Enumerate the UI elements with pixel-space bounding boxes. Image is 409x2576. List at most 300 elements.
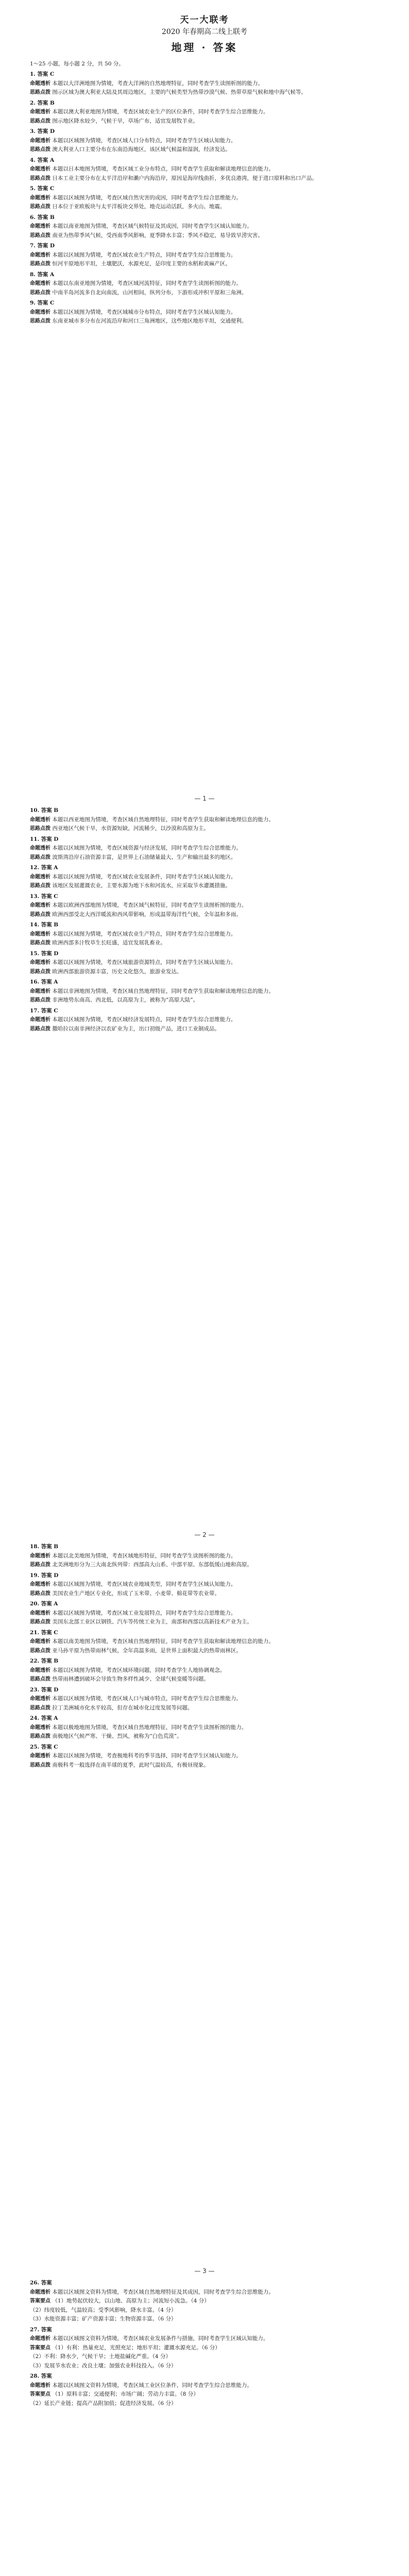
- question-answer: 答案 D: [41, 1572, 59, 1579]
- explanation-text: 本题以区域图为情境，考查区域农业生产特点，同时考查学生综合思维能力。: [52, 251, 236, 258]
- answer-explanation-row: [30, 2352, 379, 2362]
- answer-item-head: [30, 70, 379, 79]
- answer-explanation-row: [30, 1694, 379, 1704]
- explanation-text: 日本位于亚欧板块与太平洋板块交界处，地壳运动活跃，多火山、地震。: [52, 204, 226, 210]
- answer-item-head: [30, 1571, 379, 1581]
- question-number: 11.: [30, 836, 40, 842]
- explanation-text: 本题以区域图为情境，考查区域经济发展特点，同时考查学生综合思维能力。: [52, 1016, 236, 1023]
- explanation-tag: 命题透析: [30, 281, 50, 286]
- answer-explanation-row: [30, 939, 379, 948]
- explanation-text: 本题以区域图文资料为情境，考查区域工业区位条件，同时考查学生综合思维能力。: [52, 2382, 252, 2388]
- explanation-tag: 命题透析: [30, 988, 50, 994]
- explanation-text: 北美洲地形分为三大南北纵列带：西部高大山系、中部平原、东部低缓山地和高原。: [52, 1562, 252, 1568]
- question-answer: 答案 D: [37, 243, 55, 249]
- answer-explanation-row: [30, 202, 379, 212]
- answer-item-head: [30, 892, 379, 902]
- explanation-tag: 命题透析: [30, 817, 50, 823]
- question-number: 10.: [30, 807, 40, 814]
- answer-item: [30, 1629, 379, 1656]
- header-subject: 地理 · 答案: [171, 41, 238, 54]
- answer-item-head: [30, 1629, 379, 1638]
- answer-item-head: [30, 213, 379, 223]
- explanation-text: 欧洲西部旅游资源丰富，历史文化悠久，旅游业发达。: [52, 968, 182, 975]
- explanation-text: 本题以区域图为情境，考查区域城市分布特点，同时考查学生区域认知能力。: [52, 309, 236, 315]
- explanation-text: 本题以非洲地图为情境，考查区域自然地理特征，同时考查学生获取和解读地理信息的能力。: [52, 988, 274, 994]
- explanation-tag: 命题透析: [30, 2289, 50, 2295]
- explanation-text: 该地区发展灌溉农业，主要水源为地下水和河流水，应采取节水灌溉措施。: [52, 883, 231, 889]
- answer-item-head: [30, 242, 379, 251]
- answer-explanation-row: [30, 1609, 379, 1618]
- answer-explanation-row: [30, 1637, 379, 1647]
- question-number: 22.: [30, 1658, 40, 1664]
- answer-item: [30, 1571, 379, 1599]
- answer-explanation-row: [30, 853, 379, 862]
- answer-explanation-row: [30, 1704, 379, 1713]
- answers-content: [30, 69, 379, 2576]
- answer-item-head: [30, 156, 379, 165]
- answer-explanation-row: [30, 1561, 379, 1570]
- document-header: [30, 14, 379, 55]
- answer-explanation-row: [30, 79, 379, 89]
- question-answer: 答案 D: [41, 950, 59, 957]
- explanation-text: 热带雨林遭到破坏会导致生物多样性减少、全球气候变暖等问题。: [52, 1676, 209, 1682]
- explanation-tag: 思路点拨: [30, 911, 50, 918]
- explanation-tag: 答案要点: [30, 2392, 50, 2397]
- question-number: 9.: [30, 300, 36, 306]
- answer-item-head: [30, 950, 379, 959]
- explanation-text: （3）水能资源丰富；矿产资源丰富；生物资源丰富。（6 分）: [30, 2316, 177, 2322]
- answer-item-head: [30, 978, 379, 987]
- answer-explanation-row: [30, 1580, 379, 1589]
- answer-explanation-row: [30, 260, 379, 269]
- question-number: 5.: [30, 185, 36, 192]
- explanation-tag: 思路点拨: [30, 969, 50, 975]
- explanation-text: 恒河平原地形平坦，土壤肥沃，水源充足，是印度主要的水稻和黄麻产区。: [52, 261, 231, 267]
- answer-explanation-row: [30, 2288, 379, 2297]
- explanation-tag: 思路点拨: [30, 854, 50, 860]
- explanation-text: 本题以极地地图为情境，考查区域自然地理特征，同时考查学生读图析图的能力。: [52, 1724, 247, 1731]
- explanation-text: 本题以区域图为情境，考查区域自然灾害的成因，同时考查学生综合思维能力。: [52, 194, 242, 201]
- question-answer: 答案 C: [41, 1007, 58, 1014]
- explanation-tag: 命题透析: [30, 874, 50, 880]
- explanation-tag: 命题透析: [30, 960, 50, 965]
- answer-item: [30, 835, 379, 862]
- explanation-text: 本题以区域图为情境，考查区域环境问题，同时考查学生人地协调观念。: [52, 1667, 226, 1673]
- explanation-text: （1）有利：热量充足，光照充足；地形平坦；灌溉水源充足。（6 分）: [52, 2344, 220, 2351]
- answer-item-head: [30, 184, 379, 194]
- answer-explanation-row: [30, 816, 379, 825]
- explanation-text: 亚马孙平原为热带雨林气候，全年高温多雨，是世界上面积最大的热带雨林区。: [52, 1647, 242, 1654]
- question-number: 6.: [30, 214, 36, 221]
- answer-explanation-row: [30, 251, 379, 260]
- answer-explanation-row: [30, 987, 379, 996]
- answer-item-head: [30, 2326, 379, 2335]
- answer-explanation-row: [30, 137, 379, 146]
- answer-explanation-row: [30, 996, 379, 1005]
- explanation-text: 东南亚城市多分布在河流沿岸和河口三角洲地区，这些地区地形平坦，交通便利。: [52, 318, 247, 324]
- explanation-text: （1）原料丰富；交通便利；市场广阔；劳动力丰富。（8 分）: [52, 2391, 199, 2397]
- question-answer: 答案 C: [37, 185, 55, 192]
- explanation-text: 欧洲西部多汁牧草生长旺盛，适宜发展乳畜业。: [52, 940, 166, 946]
- explanation-text: （3）发展节水农业；改良土壤；加强农业科技投入。（6 分）: [30, 2362, 177, 2369]
- answer-explanation-row: [30, 2381, 379, 2391]
- answer-item-head: [30, 1600, 379, 1609]
- question-number: 17.: [30, 1007, 40, 1014]
- answer-item-head: [30, 270, 379, 280]
- explanation-tag: 命题透析: [30, 845, 50, 851]
- explanation-tag: 命题透析: [30, 2382, 50, 2388]
- answer-item: [30, 863, 379, 891]
- explanation-text: 欧洲西部受北大西洋暖流和西风带影响，形成温带海洋性气候，全年温和多雨。: [52, 911, 242, 918]
- question-answer: 答案: [41, 2373, 52, 2379]
- answer-item: [30, 70, 379, 97]
- explanation-text: 本题以区域图为情境，考查区域农业发展条件，同时考查学生区域认知能力。: [52, 873, 236, 880]
- answer-explanation-row: [30, 1675, 379, 1684]
- explanation-text: 本题以欧洲西部地图为情境，考查区域气候特征，同时考查学生读图析图的能力。: [52, 902, 247, 908]
- explanation-text: 本题以区域图为情境，考查区域人口与城市特点，同时考查学生综合思维能力。: [52, 1696, 242, 1702]
- answer-explanation-row: [30, 117, 379, 126]
- explanation-text: 西亚地区气候干旱，水资源短缺，河流稀少，以沙漠和高原为主。: [52, 825, 209, 832]
- question-answer: 答案 C: [41, 1629, 58, 1636]
- explanation-text: 拉丁美洲城市化水平较高，但存在城市化过度发展等问题。: [52, 1704, 193, 1711]
- explanation-tag: 命题透析: [30, 1553, 50, 1559]
- answer-section: [30, 805, 379, 1529]
- answer-item-head: [30, 863, 379, 873]
- answer-item-head: [30, 99, 379, 108]
- explanation-tag: 命题透析: [30, 1610, 50, 1616]
- answer-item: [30, 156, 379, 183]
- answer-item: [30, 242, 379, 269]
- answer-item-head: [30, 1543, 379, 1552]
- explanation-text: 本题以南美地图为情境，考查区域自然地理特征，同时考查学生获取和解读地理信息的能力。: [52, 1638, 274, 1645]
- explanation-tag: 命题透析: [30, 195, 50, 201]
- answer-explanation-row: [30, 1761, 379, 1770]
- answer-explanation-row: [30, 2334, 379, 2344]
- answer-explanation-row: [30, 194, 379, 203]
- question-answer: 答案 D: [41, 836, 59, 842]
- page-number: — 1 —: [194, 795, 215, 802]
- answer-explanation-row: [30, 968, 379, 977]
- explanation-text: 本题以日本地图为情境，考查区域工业分布特点，同时考查学生获取和解读地理信息的能力。: [52, 166, 274, 172]
- question-answer: 答案 B: [41, 922, 59, 928]
- explanation-tag: 思路点拨: [30, 997, 50, 1003]
- explanation-tag: 思路点拨: [30, 204, 50, 210]
- question-answer: 答案 B: [37, 214, 55, 221]
- explanation-tag: 思路点拨: [30, 883, 50, 889]
- header-organizer: 天一大联考: [180, 15, 229, 25]
- explanation-text: 南极科考一般选择在南半球的夏季，此时气温较高，有极昼现象。: [52, 1761, 209, 1768]
- explanation-text: 图示区域为澳大利亚大陆及其周边地区，主要的气候类型为热带沙漠气候、热带草原气候和地中海气候等。: [52, 89, 306, 95]
- explanation-tag: 思路点拨: [30, 290, 50, 296]
- question-answer: 答案 C: [37, 71, 55, 77]
- explanation-tag: 思路点拨: [30, 90, 50, 95]
- question-answer: 答案 A: [37, 271, 55, 278]
- explanation-text: 本题以区域图为情境，考查区域人口分布特点，同时考查学生区域认知能力。: [52, 137, 236, 144]
- explanation-text: 图示地区降水较少，气候干旱，草场广布，适宜发展牧羊业。: [52, 117, 198, 124]
- answer-explanation-row: [30, 289, 379, 298]
- answer-item-head: [30, 299, 379, 308]
- answer-item: [30, 806, 379, 834]
- explanation-tag: 思路点拨: [30, 1590, 50, 1597]
- answer-item: [30, 2372, 379, 2408]
- answer-item: [30, 1600, 379, 1627]
- explanation-text: 撒哈拉以南非洲经济以农矿业为主，出口初级产品，进口工业制成品。: [52, 1025, 220, 1032]
- answer-explanation-row: [30, 901, 379, 910]
- explanation-text: 本题以大洋洲地图为情境，考查大洋洲的自然地理特征，同时考查学生读图析图的能力。: [52, 80, 263, 87]
- answer-explanation-row: [30, 2390, 379, 2399]
- answer-explanation-row: [30, 882, 379, 891]
- question-number: 16.: [30, 979, 40, 985]
- explanation-tag: 命题透析: [30, 1753, 50, 1759]
- explanation-text: 美国农业生产地区专业化，形成了玉米带、小麦带、棉花带等农业带。: [52, 1590, 220, 1597]
- explanation-tag: 思路点拨: [30, 261, 50, 267]
- question-answer: 答案 B: [41, 1658, 59, 1664]
- explanation-text: 南亚为热带季风气候，受西南季风影响，夏季降水丰富；季风不稳定，易导致旱涝灾害。: [52, 232, 263, 239]
- question-number: 21.: [30, 1629, 40, 1636]
- explanation-text: 本题以区域图为情境，考查区域农业地域类型，同时考查学生区域认知能力。: [52, 1581, 236, 1587]
- question-answer: 答案 D: [37, 128, 55, 134]
- answer-item: [30, 978, 379, 1005]
- question-number: 28.: [30, 2373, 40, 2379]
- explanation-text: 本题以西亚地图为情境，考查区域自然地理特征，同时考查学生获取和解读地理信息的能力。: [52, 816, 274, 823]
- question-number: 19.: [30, 1572, 40, 1579]
- answer-explanation-row: [30, 1752, 379, 1761]
- explanation-text: （2）延长产业链；提高产品附加值；促进经济发展。（6 分）: [30, 2400, 177, 2406]
- answer-item-head: [30, 1686, 379, 1695]
- explanation-tag: 思路点拨: [30, 1705, 50, 1711]
- answer-explanation-row: [30, 824, 379, 834]
- explanation-text: 本题以区域图文资料为情境，考查区域自然地理特征及其成因，同时考查学生综合思维能力。: [52, 2289, 274, 2295]
- answer-item-head: [30, 2279, 379, 2288]
- question-answer: 答案 C: [37, 300, 55, 306]
- answer-explanation-row: [30, 1618, 379, 1627]
- answer-explanation-row: [30, 108, 379, 117]
- answer-explanation-row: [30, 2344, 379, 2353]
- answer-item-head: [30, 835, 379, 844]
- question-answer: 答案 C: [41, 893, 58, 900]
- question-number: 12.: [30, 865, 40, 871]
- answer-explanation-row: [30, 1552, 379, 1561]
- explanation-text: （1）地势起伏较大，以山地、高原为主；河流短小流急。（4 分）: [52, 2298, 210, 2304]
- explanation-text: 本题以东南亚地图为情境，考查区域河流特征，同时考查学生读图析图的能力。: [52, 280, 242, 286]
- answer-explanation-row: [30, 308, 379, 317]
- page-number: — 2 —: [194, 1531, 215, 1538]
- explanation-text: 本题以区域图为情境，考查区域资源与经济发展，同时考查学生综合思维能力。: [52, 845, 242, 851]
- explanation-tag: 思路点拨: [30, 1619, 50, 1625]
- explanation-tag: 思路点拨: [30, 175, 50, 181]
- explanation-tag: 命题透析: [30, 931, 50, 937]
- answer-explanation-row: [30, 1025, 379, 1034]
- answer-explanation-row: [30, 145, 379, 155]
- explanation-text: 非洲地势东南高、西北低，以高原为主，被称为“高原大陆”。: [52, 997, 199, 1003]
- answer-item: [30, 921, 379, 948]
- question-number: 23.: [30, 1686, 40, 1693]
- question-answer: 答案 B: [37, 99, 55, 106]
- explanation-tag: 命题透析: [30, 80, 50, 87]
- question-number: 27.: [30, 2326, 40, 2333]
- explanation-text: （2）不利：降水少，气候干旱；土地盐碱化严重。（4 分）: [30, 2353, 171, 2360]
- answer-explanation-row: [30, 910, 379, 920]
- explanation-tag: 思路点拨: [30, 1676, 50, 1682]
- answer-explanation-row: [30, 2306, 379, 2315]
- answer-item: [30, 2326, 379, 2371]
- answer-item: [30, 1657, 379, 1684]
- explanation-tag: 思路点拨: [30, 318, 50, 324]
- explanation-tag: 命题透析: [30, 138, 50, 144]
- answer-explanation-row: [30, 279, 379, 289]
- answer-item: [30, 892, 379, 920]
- question-number: 3.: [30, 128, 36, 134]
- answer-explanation-row: [30, 231, 379, 241]
- answer-explanation-row: [30, 2297, 379, 2306]
- explanation-tag: 命题透析: [30, 1017, 50, 1023]
- answer-item: [30, 184, 379, 212]
- answer-explanation-row: [30, 2315, 379, 2324]
- answer-explanation-row: [30, 174, 379, 183]
- answer-item: [30, 1743, 379, 1770]
- answer-section: [30, 69, 379, 792]
- question-number: 2.: [30, 99, 36, 106]
- answer-item: [30, 1543, 379, 1570]
- explanation-tag: 思路点拨: [30, 1562, 50, 1568]
- answer-explanation-row: [30, 1732, 379, 1741]
- answer-explanation-row: [30, 1015, 379, 1025]
- explanation-text: 本题以区域图为情境，考查极地科考的季节选择，同时考查学生区域认知能力。: [52, 1753, 242, 1759]
- explanation-text: 本题以区域图为情境，考查区域农业生产特点，同时考查学生综合思维能力。: [52, 930, 236, 937]
- explanation-tag: 思路点拨: [30, 940, 50, 946]
- answer-explanation-row: [30, 88, 379, 97]
- answer-explanation-row: [30, 317, 379, 326]
- question-answer: 答案 B: [41, 807, 59, 814]
- question-number: 4.: [30, 157, 36, 163]
- answer-item-head: [30, 1743, 379, 1752]
- question-number: 15.: [30, 950, 40, 957]
- answer-item-head: [30, 127, 379, 137]
- explanation-tag: 命题透析: [30, 1724, 50, 1731]
- question-number: 26.: [30, 2280, 40, 2286]
- question-answer: 答案 A: [41, 979, 58, 985]
- explanation-tag: 命题透析: [30, 109, 50, 115]
- answer-section: [30, 1541, 379, 2265]
- question-answer: 答案: [41, 2280, 52, 2286]
- explanation-text: 本题以北美地图为情境，考查区域地形特征，同时考查学生读图析图的能力。: [52, 1552, 236, 1559]
- question-number: 18.: [30, 1544, 40, 1550]
- explanation-tag: 思路点拨: [30, 232, 50, 239]
- answer-explanation-row: [30, 2362, 379, 2371]
- explanation-tag: 思路点拨: [30, 118, 50, 124]
- question-number: 20.: [30, 1601, 40, 1607]
- explanation-text: 本题以区域图文资料为情境，考查区域农业发展条件与措施，同时考查学生区域认知能力。: [52, 2335, 269, 2342]
- explanation-tag: 命题透析: [30, 224, 50, 229]
- explanation-tag: 思路点拨: [30, 147, 50, 152]
- explanation-tag: 思路点拨: [30, 1648, 50, 1654]
- explanation-text: 本题以区域图为情境，考查区域旅游资源特点，同时考查学生区域认知能力。: [52, 959, 236, 965]
- answer-item-head: [30, 1007, 379, 1016]
- answer-explanation-row: [30, 873, 379, 882]
- answer-explanation-row: [30, 1589, 379, 1599]
- question-number: 1.: [30, 71, 36, 77]
- answer-item: [30, 1007, 379, 1034]
- explanation-text: 南极地区气候严寒、干燥、烈风，被称为“白色荒漠”。: [52, 1733, 182, 1739]
- explanation-text: 中南半岛河流多自北向南流，山河相间，纵列分布，下游形成冲积平原和三角洲。: [52, 289, 247, 296]
- question-answer: 答案: [41, 2326, 52, 2333]
- question-number: 25.: [30, 1743, 40, 1750]
- question-answer: 答案 A: [37, 157, 55, 163]
- explanation-tag: 命题透析: [30, 903, 50, 908]
- explanation-tag: 答案要点: [30, 2298, 50, 2304]
- explanation-text: 日本工业主要分布在太平洋沿岸和濑户内海沿岸，原因是海岸线曲折，多优良港湾，便于进口原料和出口产品。: [52, 175, 317, 181]
- answer-item: [30, 2279, 379, 2324]
- answer-item: [30, 1686, 379, 1713]
- explanation-tag: 答案要点: [30, 2345, 50, 2351]
- answer-item: [30, 950, 379, 977]
- answer-explanation-row: [30, 2399, 379, 2409]
- answer-explanation-row: [30, 165, 379, 174]
- answer-item: [30, 213, 379, 241]
- explanation-tag: 思路点拨: [30, 1734, 50, 1739]
- question-number: 8.: [30, 271, 36, 278]
- question-number: 14.: [30, 922, 40, 928]
- answer-item-head: [30, 806, 379, 816]
- question-answer: 答案 D: [41, 1686, 59, 1693]
- answer-item-head: [30, 1657, 379, 1666]
- answer-item: [30, 270, 379, 298]
- answer-explanation-row: [30, 1666, 379, 1675]
- explanation-text: 澳大利亚人口主要分布在东南沿海地区，该区域气候温和湿润，经济发达。: [52, 146, 231, 152]
- explanation-tag: 思路点拨: [30, 826, 50, 832]
- explanation-text: 本题以区域图为情境，考查区域工业发展特点，同时考查学生综合思维能力。: [52, 1609, 236, 1616]
- explanation-text: 本题以澳大利亚地图为情境，考查区域农业生产的区位条件，同时考查学生综合思维能力。: [52, 109, 269, 115]
- answer-explanation-row: [30, 1723, 379, 1733]
- explanation-tag: 命题透析: [30, 166, 50, 172]
- answer-explanation-row: [30, 930, 379, 939]
- explanation-tag: 命题透析: [30, 2336, 50, 2342]
- answer-item-head: [30, 1714, 379, 1723]
- answer-explanation-row: [30, 222, 379, 231]
- explanation-tag: 命题透析: [30, 252, 50, 258]
- explanation-tag: 命题透析: [30, 1696, 50, 1702]
- answer-explanation-row: [30, 844, 379, 853]
- scoring-intro: 1～25 小题，每小题 2 分，共 50 分。: [30, 61, 124, 67]
- answer-item: [30, 127, 379, 155]
- explanation-tag: 命题透析: [30, 1582, 50, 1587]
- answer-item: [30, 99, 379, 126]
- question-answer: 答案 A: [41, 1601, 58, 1607]
- explanation-tag: 命题透析: [30, 1639, 50, 1645]
- question-number: 7.: [30, 243, 36, 249]
- explanation-tag: 思路点拨: [30, 1026, 50, 1032]
- explanation-text: 波斯湾沿岸石油资源丰富，是世界上石油储量最大、生产和输出最多的地区。: [52, 854, 236, 860]
- question-number: 13.: [30, 893, 40, 900]
- answer-item: [30, 1714, 379, 1741]
- answer-section: [30, 2277, 379, 2576]
- answer-explanation-row: [30, 1647, 379, 1656]
- explanation-text: 本题以南亚地图为情境，考查区域气候特征及其成因，同时考查学生区域认知能力。: [52, 223, 252, 229]
- explanation-tag: 命题透析: [30, 1667, 50, 1673]
- explanation-tag: 命题透析: [30, 309, 50, 315]
- question-answer: 答案 C: [41, 1743, 58, 1750]
- answer-item: [30, 299, 379, 326]
- question-number: 24.: [30, 1715, 40, 1721]
- question-answer: 答案 B: [41, 1544, 59, 1550]
- answer-item-head: [30, 921, 379, 930]
- answer-explanation-row: [30, 958, 379, 968]
- page-number: — 3 —: [194, 2267, 215, 2275]
- header-exam-title: 2020 年春期高二线上联考: [161, 28, 248, 36]
- question-answer: 答案 A: [41, 1715, 58, 1721]
- explanation-tag: 思路点拨: [30, 1762, 50, 1768]
- answer-item-head: [30, 2372, 379, 2381]
